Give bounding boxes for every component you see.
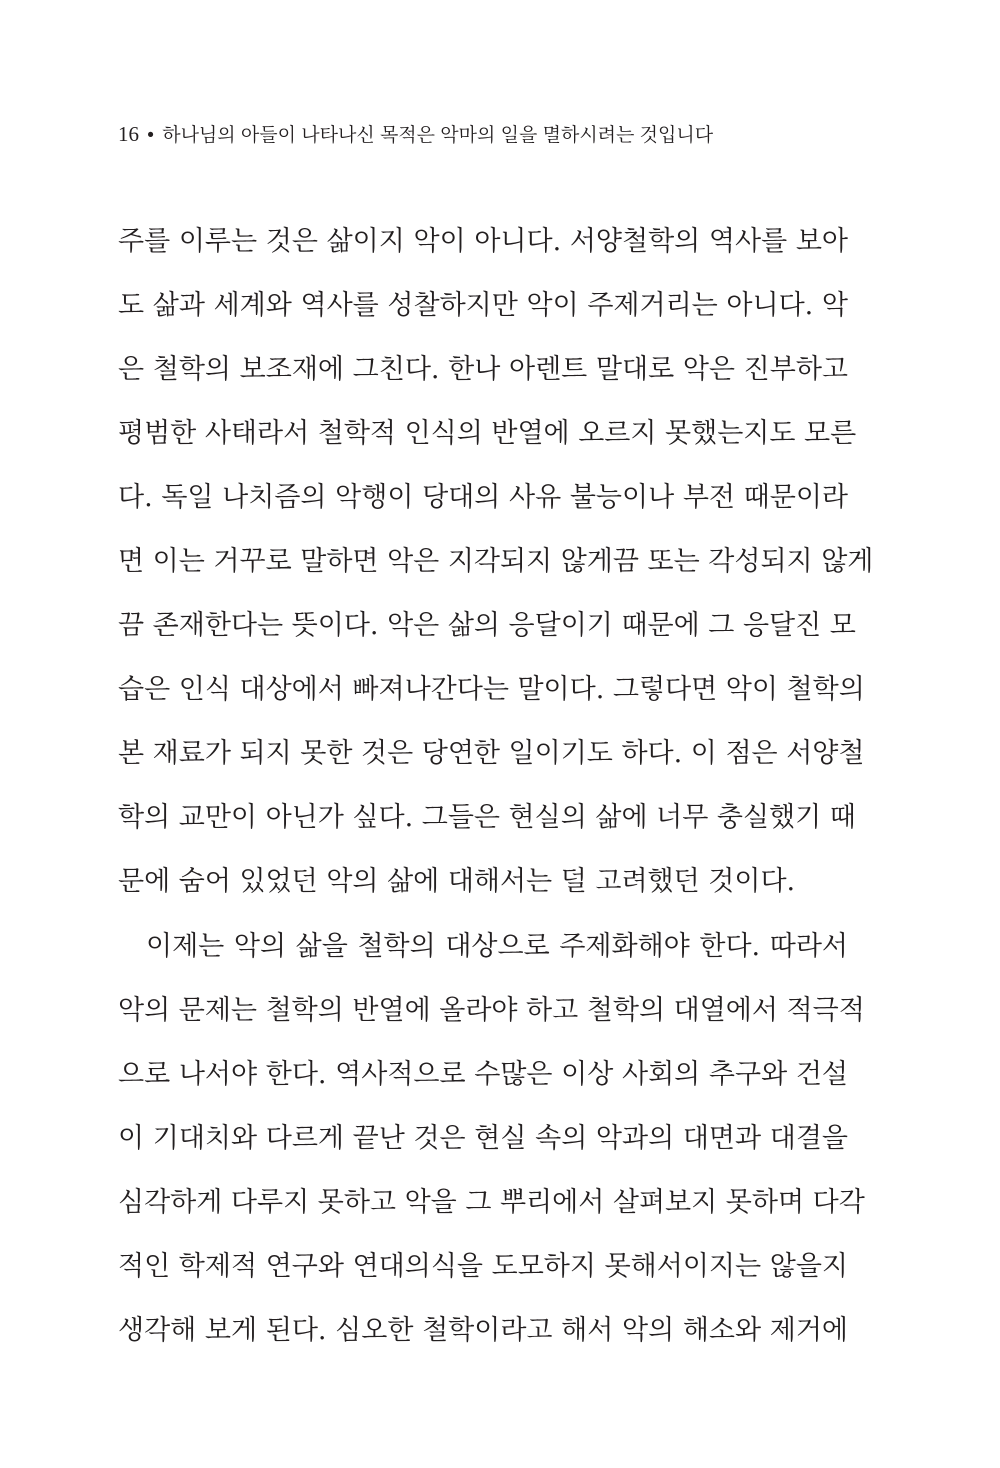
text-line: 평범한 사태라서 철학적 인식의 반열에 오르지 못했는지도 모른 [118,418,857,449]
text-line: 악의 문제는 철학의 반열에 올라야 하고 철학의 대열에서 적극적 [118,995,865,1026]
text-line: 끔 존재한다는 뜻이다. 악은 삶의 응달이기 때문에 그 응달진 모 [118,610,856,641]
running-head [118,120,878,150]
page-number: 16 [118,122,139,146]
text-line: 생각해 보게 된다. 심오한 철학이라고 해서 악의 해소와 제거에 [118,1315,848,1346]
text-line: 다. 독일 나치즘의 악행이 당대의 사유 불능이나 부전 때문이라 [118,482,848,513]
text-line: 이제는 악의 삶을 철학의 대상으로 주제화해야 한다. 따라서 [146,931,848,962]
text-line: 면 이는 거꾸로 말하면 악은 지각되지 않게끔 또는 각성되지 않게 [118,546,874,577]
text-line: 학의 교만이 아닌가 싶다. 그들은 현실의 삶에 너무 충실했기 때 [118,802,856,833]
body-paragraph [118,210,874,914]
text-line: 습은 인식 대상에서 빠져나간다는 말이다. 그렇다면 악이 철학의 [118,674,865,705]
text-line: 으로 나서야 한다. 역사적으로 수많은 이상 사회의 추구와 건설 [118,1059,848,1090]
running-head-title: 하나님의 아들이 나타나신 목적은 악마의 일을 멸하시려는 것입니다 [162,125,714,146]
text-line: 심각하게 다루지 못하고 악을 그 뿌리에서 살펴보지 못하며 다각 [118,1187,865,1218]
text-line: 도 삶과 세계와 역사를 성찰하지만 악이 주제거리는 아니다. 악 [118,290,848,321]
text-line: 이 기대치와 다르게 끝난 것은 현실 속의 악과의 대면과 대결을 [118,1123,848,1154]
body-paragraph [118,915,865,1363]
text-line: 은 철학의 보조재에 그친다. 한나 아렌트 말대로 악은 진부하고 [118,354,848,385]
text-line: 주를 이루는 것은 삶이지 악이 아니다. 서양철학의 역사를 보아 [118,226,848,257]
text-line: 본 재료가 되지 못한 것은 당연한 일이기도 하다. 이 점은 서양철 [118,738,865,769]
text-line: 적인 학제적 연구와 연대의식을 도모하지 못해서이지는 않을지 [118,1251,848,1282]
text-line: 문에 숨어 있었던 악의 삶에 대해서는 덜 고려했던 것이다. [118,866,796,897]
bullet-separator: • [147,125,154,146]
